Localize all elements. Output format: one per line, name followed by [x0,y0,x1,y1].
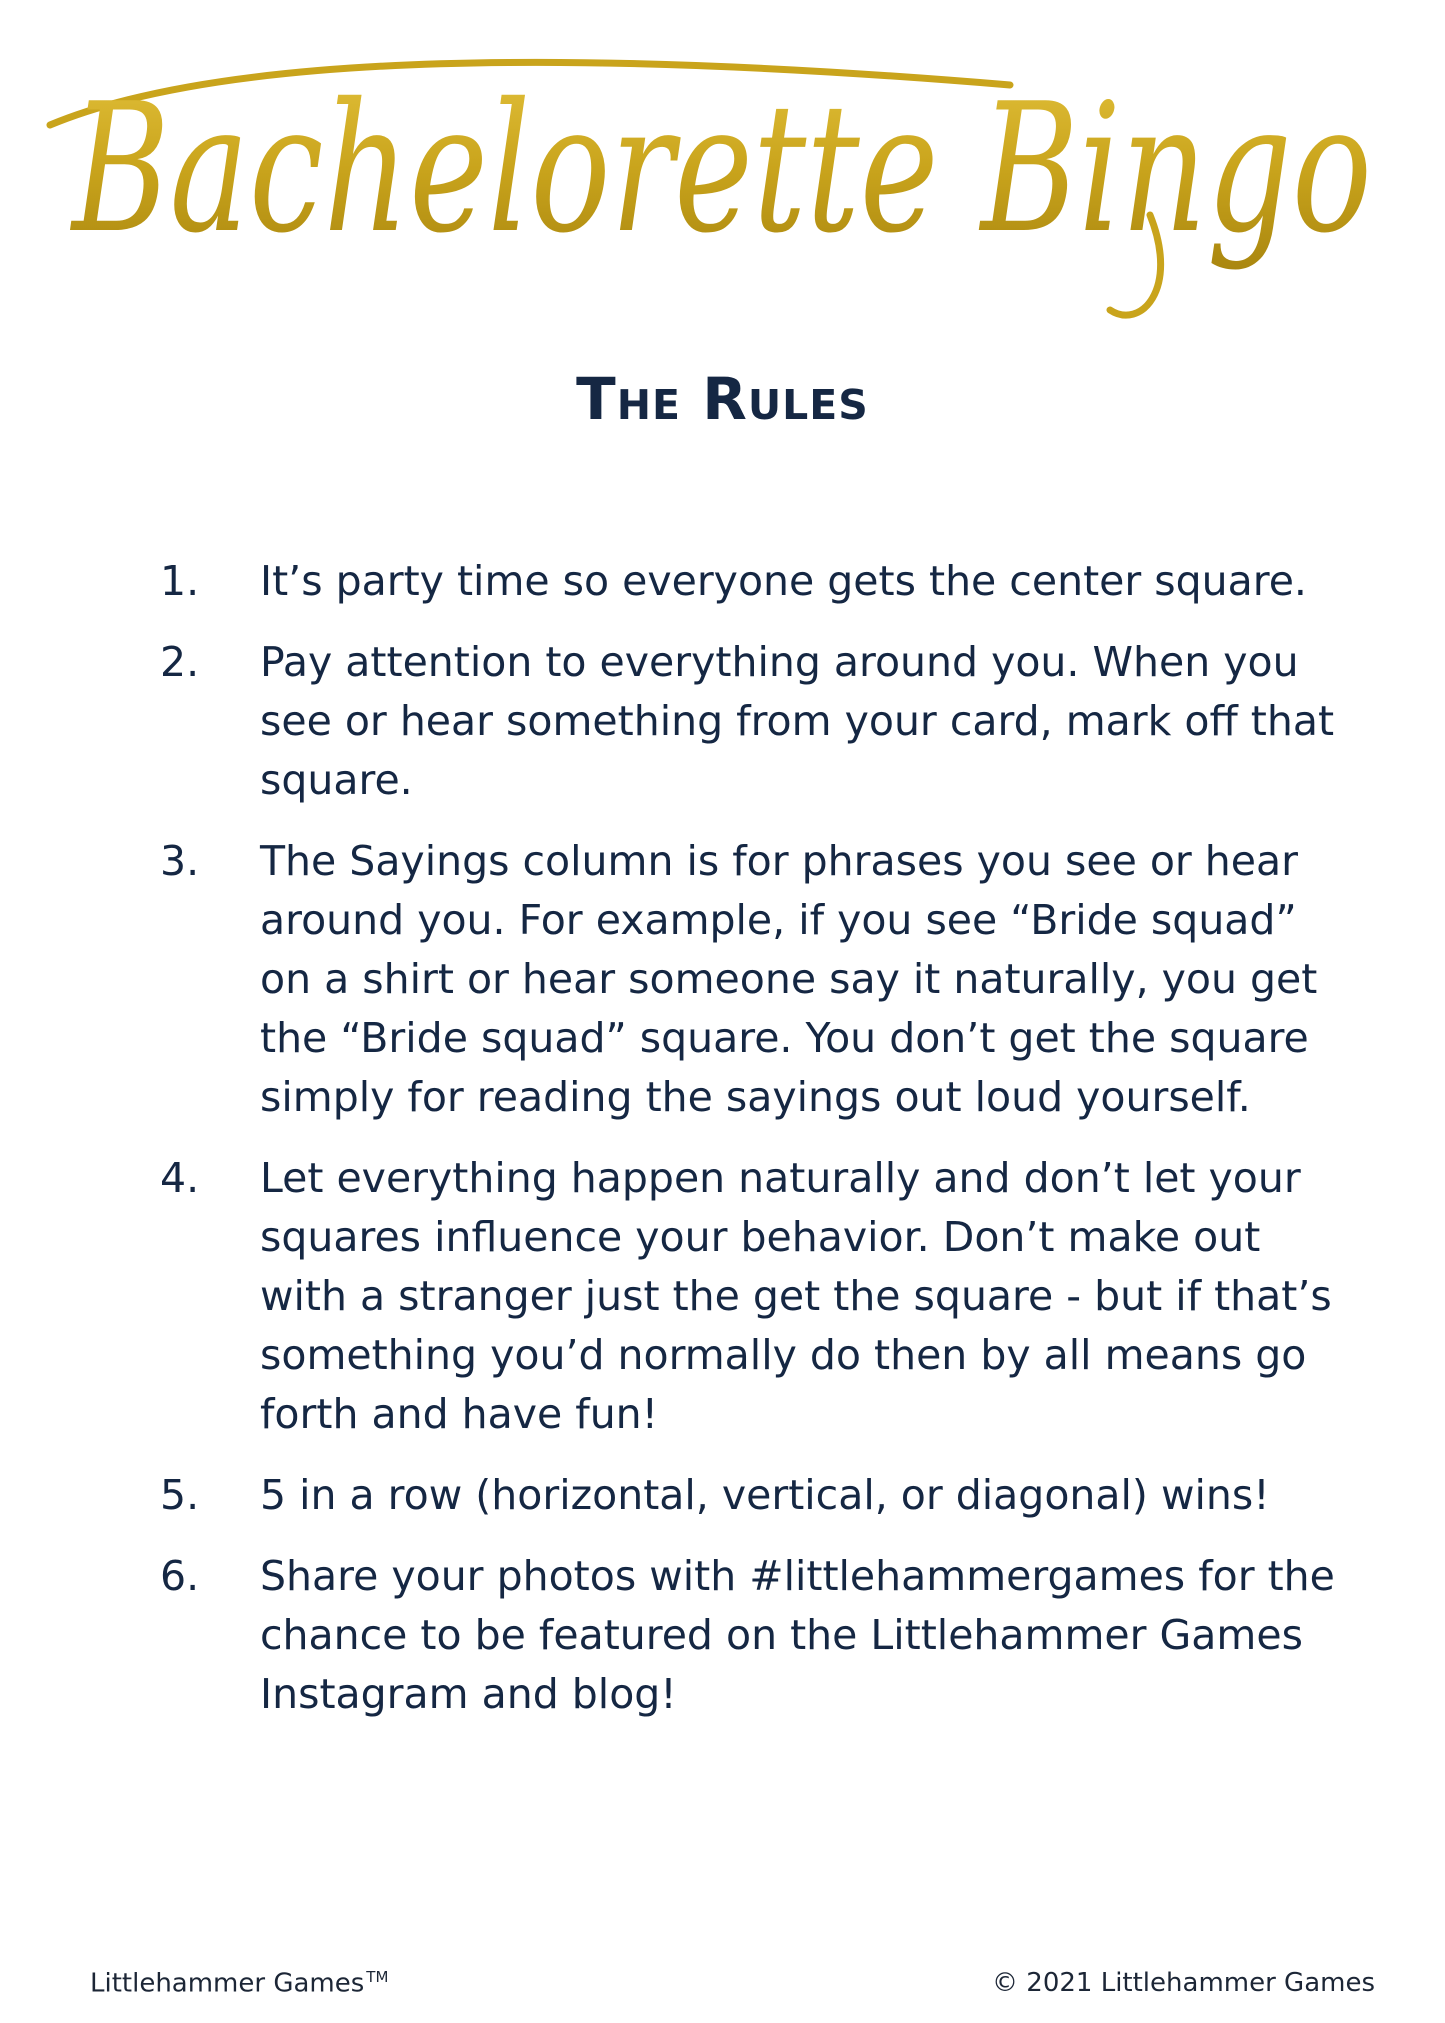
rule-item [160,1466,1340,1525]
rule-text: Let everything happen naturally and don’t let your squares influence your behavior. Don’t make out with a stranger just the get the square - but if that’s something you’d normally do then by all means go forth and have fun! [260,1154,1332,1438]
footer-copyright: © 2021 Littlehammer Games [992,1968,1375,1998]
footer-brand-text: Littlehammer Games [90,1968,365,1999]
title-logo [30,30,1415,330]
rule-number: 2. [160,638,200,686]
footer-brand [90,1968,388,1999]
rule-item [160,552,1340,611]
title-text: Bachelorette Bingo [69,65,1373,272]
rules-list [160,552,1340,1746]
rule-text: The Sayings column is for phrases you see or hear around you. For example, if you see “Bride squad” on a shirt or hear someone say it naturally, you get the “Bride squad” square. You don’t get the square simply for reading the sayings out loud yourself. [260,837,1318,1121]
rule-item [160,832,1340,1127]
rule-number: 3. [160,837,200,885]
rule-number: 5. [160,1471,200,1519]
rule-text: Share your photos with #littlehammergames for the chance to be featured on the Littlehammer Games Instagram and blog! [260,1552,1335,1718]
script-title-svg [30,30,1415,330]
rule-item [160,1149,1340,1444]
rule-number: 6. [160,1552,200,1600]
rule-text: 5 in a row (horizontal, vertical, or diagonal) wins! [260,1471,1270,1519]
rule-text: Pay attention to everything around you. When you see or hear something from your card, mark off that square. [260,638,1335,804]
rule-item [160,633,1340,810]
trademark-mark: TM [366,1968,389,1986]
rule-number: 4. [160,1154,200,1202]
rule-text: It’s party time so everyone gets the center square. [260,557,1307,605]
rule-item [160,1547,1340,1724]
rule-number: 1. [160,557,200,605]
page-subtitle: The Rules [576,365,869,433]
